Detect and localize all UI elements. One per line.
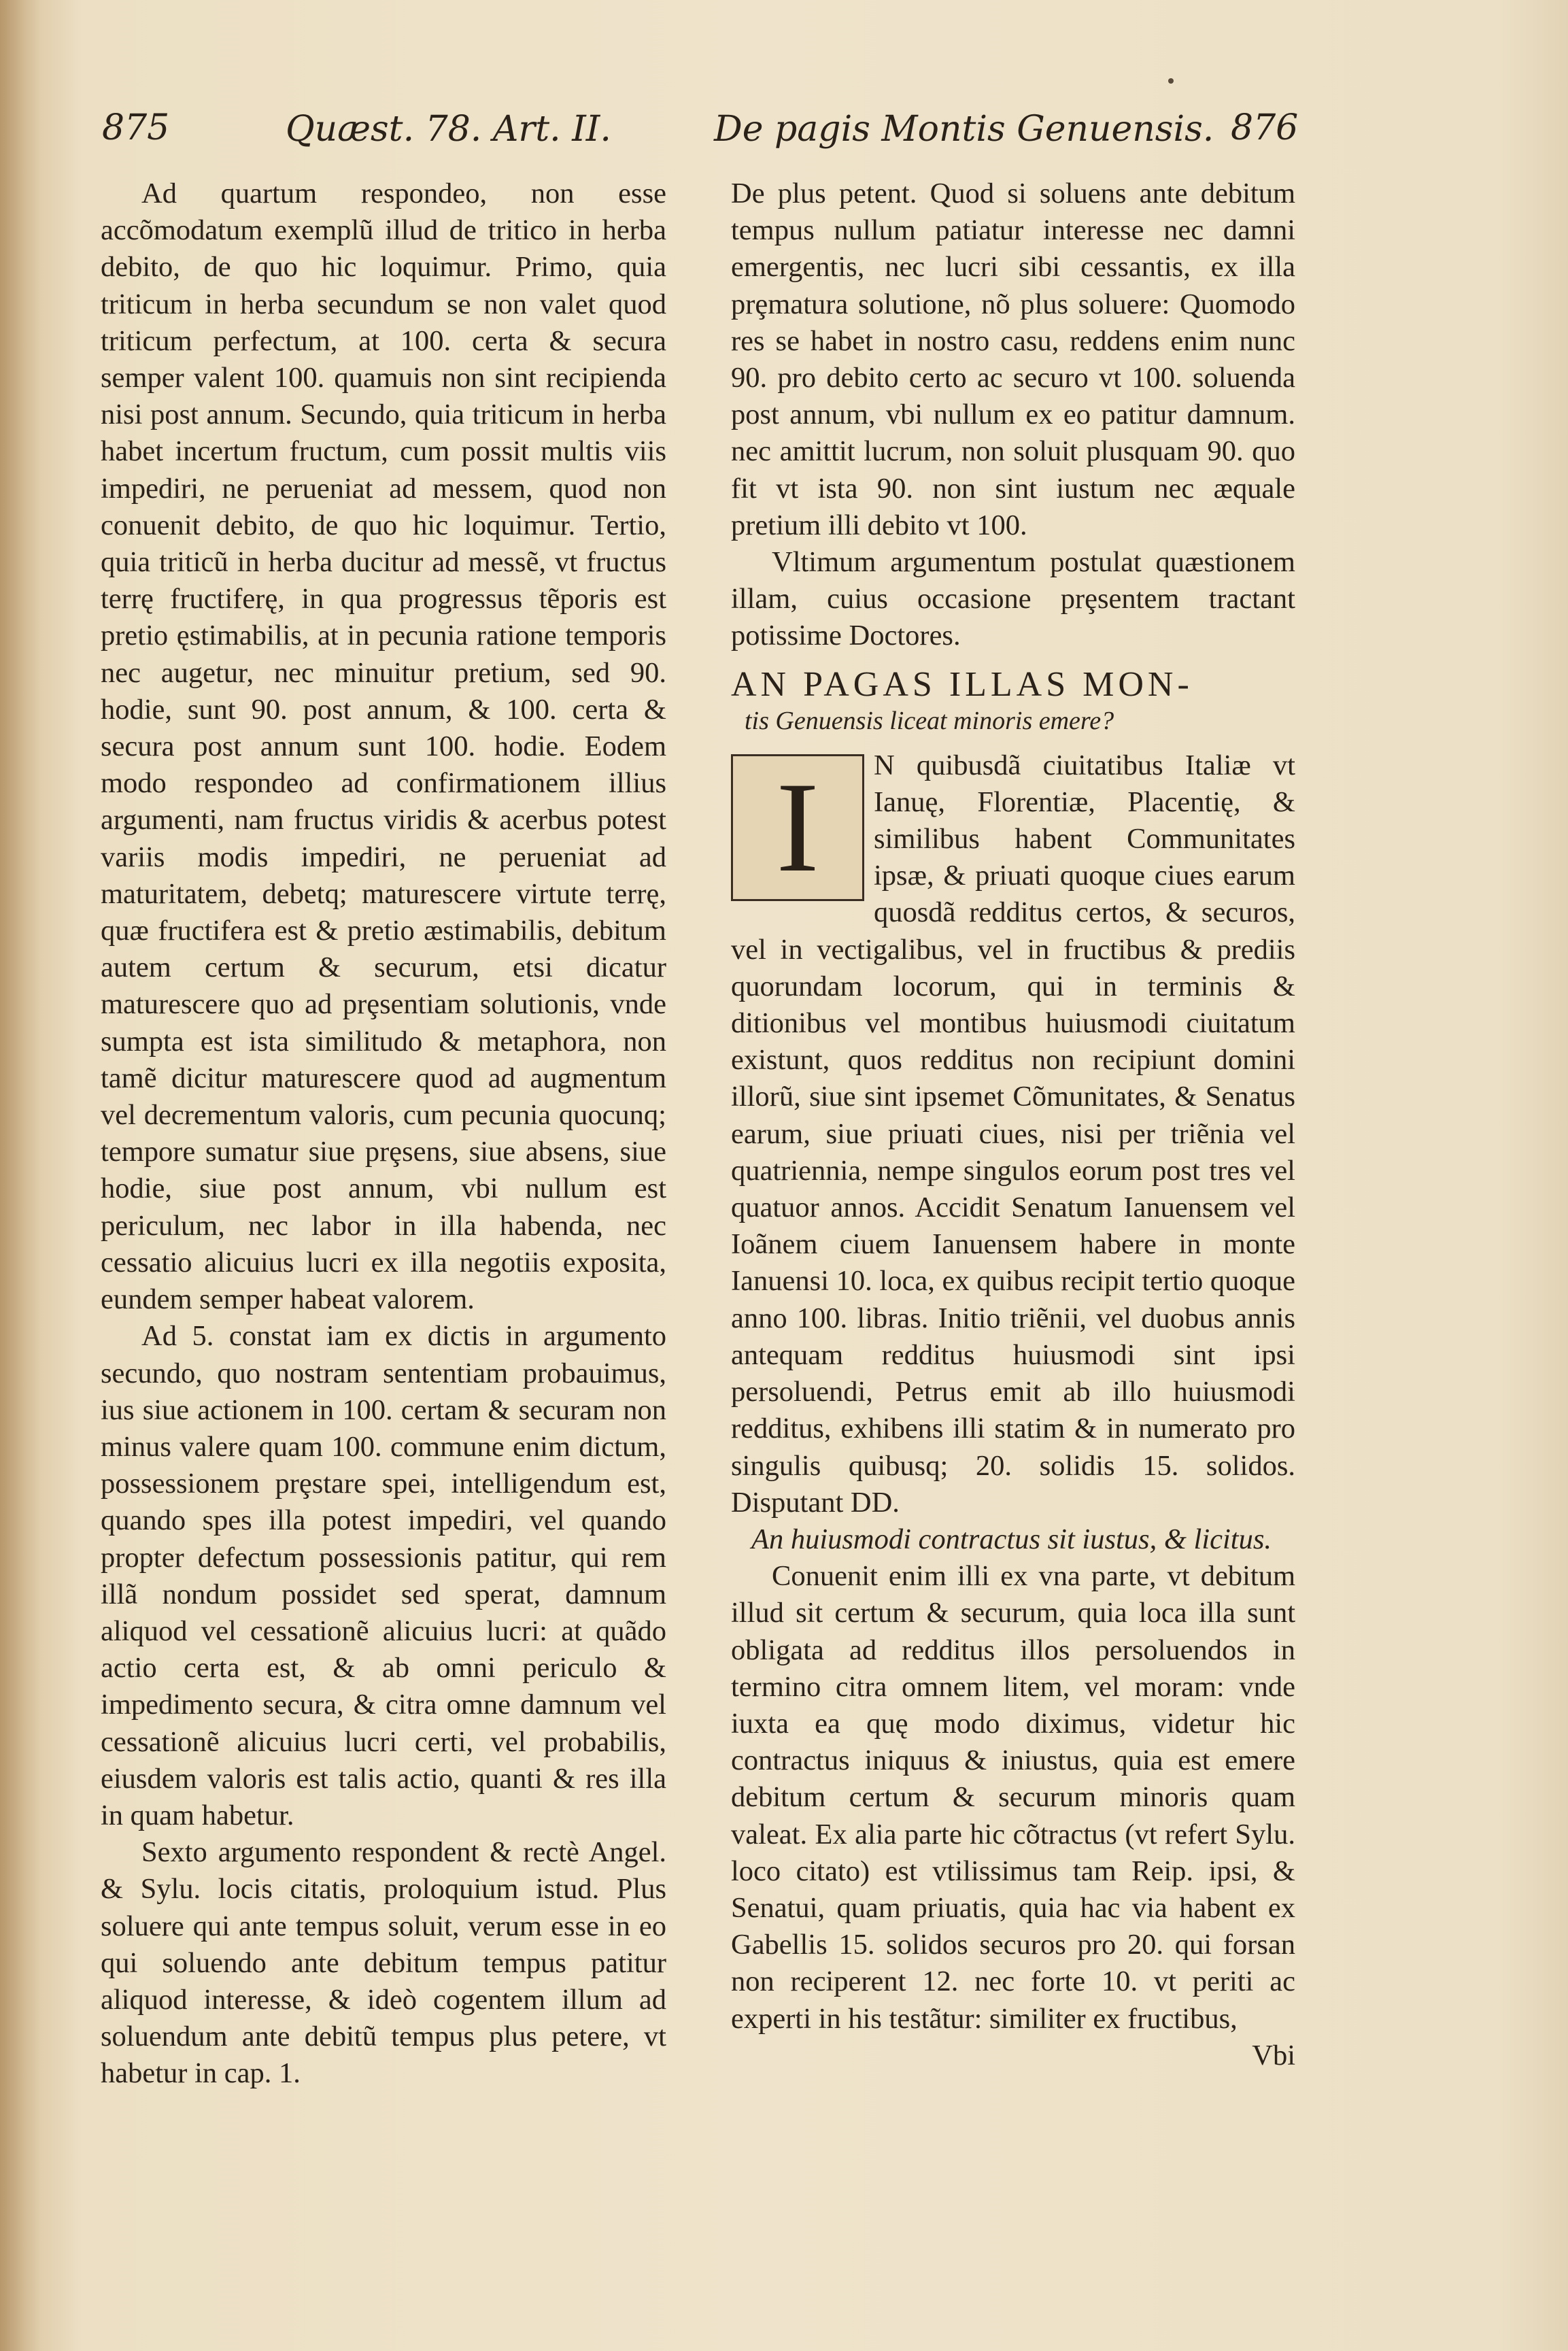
- section-subheading: tis Genuensis liceat minoris emere?: [745, 706, 1114, 735]
- ink-dot: [1168, 78, 1174, 84]
- paragraph-sexto: Sexto argumento respondent & rectè Angel. & Sylu. locis citatis, proloquium istud. Plus soluere qui ante tempus soluit, verum esse in eo qui soluendo ante debitum tempus patitur aliquod interesse, & ideò cogentem illum ad soluendum ante debitũ tempus plus petere, vt habetur in cap. 1.: [101, 1836, 666, 2090]
- paragraph-ad-quartum: Ad quartum respondeo, non esse accõmodatum exemplũ illud de tritico in herba debito, de quo hic loquimur. Primo, quia triticum in herba secundum se non valet quod triticum perfectum, at 100. certa & secura semper valent 100. quamuis non sint recipienda nisi post annum. Secundo, quia triticum in herba habet incertum fructum, cum possit multis viis impediri, ne perueniat ad messem, quod non conuenit debito, de quo hic loquimur. Tertio, quia triticũ in herba ducitur ad messẽ, vt fructus terrę fructiferę, in qua progressus tẽporis est pretio ęstimabilis, at in pecunia ratione temporis nec augetur, nec minuitur pretium, sed 90. hodie, sunt 90. post annum, & 100. certa & secura post annum sunt 100. hodie. Eodem modo respondeo ad confirmationem illius argumenti, nam fructus viridis & acerbus potest variis modis impediri, ne perueniat ad maturitatem, debetq; maturescere virtute terrę, quæ fructifera est & pretio æstimabilis, debitum autem certum & securum, etsi dicatur maturescere quo ad prȩsentiam solutionis, vnde sumpta est ista similitudo & metaphora, non tamẽ dicitur maturescere quod ad augmentum vel decrementum valoris, cum pecunia quocunq; tempore sumatur siue prȩsens, siue absens, siue hodie, siue post annum, vbi nullum est periculum, nec labor in illa habenda, nec cessatio alicuius lucri ex illa negotiis exposita, eundem semper habeat valorem.: [101, 177, 666, 1316]
- section-heading: AN PAGAS ILLAS MON-: [731, 664, 1193, 704]
- paragraph-ad-quintum: Ad 5. constat iam ex dictis in argumento secundo, quo nostram sententiam probauimus, ius siue actionem in 100. certam & securam non minus valere quam 100. commune enim dictum, possessionem prȩstare spei, intelligendum est, quando spes illa potest impediri, vel quando propter defectum possessionis patitur, qui rem illã nondum possidet sed sperat, damnum aliquod vel cessationẽ alicuius lucri: at quãdo actio certa est, & ab omni periculo & impedimento secura, & citra omne damnum vel cessationẽ alicuius lucri certi, vel probabilis, eiusdem valoris est talis actio, quanti & res illa in quam habetur.: [101, 1320, 666, 1831]
- italic-question-line: An huiusmodi contractus sit iustus, & licitus.: [751, 1523, 1272, 1555]
- page-edge-stain: [0, 0, 41, 2351]
- catchword: Vbi: [1252, 2039, 1295, 2071]
- left-page-number: 875: [102, 107, 170, 148]
- right-page-number: 876: [1231, 107, 1299, 148]
- dropcap-paragraph: [731, 747, 1295, 1521]
- paragraph-de-plus-petent: De plus petent. Quod si soluens ante debitum tempus nullum patiatur interesse nec damni emergentis, nec lucri sibi cessantis, ex illa prȩmatura solutione, nõ plus soluere: Quomodo res se habet in nostro casu, reddens enim nunc 90. pro debito certo ac securo vt 100. soluenda post annum, vbi nullum ex eo patitur damnum. nec amittit lucrum, non soluit plusquam 90. quo fit vt ista 90. non sint iustum nec æquale pretium illi debito vt 100.: [731, 177, 1295, 541]
- right-running-title: De pagis Montis Genuensis.: [714, 109, 1214, 150]
- decorated-initial: [731, 754, 864, 901]
- paragraph-conuenit: Conuenit enim illi ex vna parte, vt debitum illud sit certum & securum, quia loca illa sunt obligata ad redditus illos persoluendos in termino citra omnem litem, vel moram: vnde iuxta ea quę modo diximus, videtur hic contractus iniquus & iniustus, quia est emere debitum certum & securum minoris quam valeat. Ex alia parte hic cõtractus (vt refert Sylu. loco citato) est vtilissimus tam Reip. ipsi, & Senatui, quam priuatis, quia hac via habent ex Gabellis 15. solidos securos pro 20. qui forsan non reciperent 12. nec forte 10. vt periti ac experti in his testãtur: similiter ex fructibus,: [731, 1560, 1295, 2035]
- paragraph-vltimum: Vltimum argumentum postulat quæstionem illam, cuius occasione prȩsentem tractant potissime Doctores.: [731, 546, 1295, 652]
- decorated-initial-letter: I: [776, 756, 819, 899]
- paragraph-in-quibusdam: N quibusdã ciuitatibus Italiæ vt Ianuę, Florentiæ, Placentię, & similibus habent Communitates ipsæ, & priuati quoque ciues earum quosdã redditus certos, & securos, vel in vectigalibus, vel in fructibus & prediis quorundam locorum, qui in terminis & ditionibus vel montibus huiusmodi ciuitatum existunt, quos redditus non recipiunt domini illorũ, siue sint ipsemet Cõmunitates, & Senatus earum, siue priuati ciues, nisi per triẽnia vel quatriennia, nempe singulos eorum post tres vel quatuor annos. Accidit Senatum Ianuensem vel Ioãnem ciuem Ianuensem habere in monte Ianuensi 10. loca, ex quibus recipit tertio quoque anno 100. libras. Initio triẽnii, vel duobus annis antequam redditus huiusmodi sint ipsi persoluendi, Petrus emit ab illo huiusmodi redditus, exhibens illi statim & in numerato pro singulis quibusq; 20. solidis 15. solidos. Disputant DD.: [731, 749, 1295, 1519]
- right-column: [731, 175, 1295, 2074]
- left-column: [101, 175, 666, 2093]
- left-running-title: Quæst. 78. Art. II.: [286, 109, 611, 150]
